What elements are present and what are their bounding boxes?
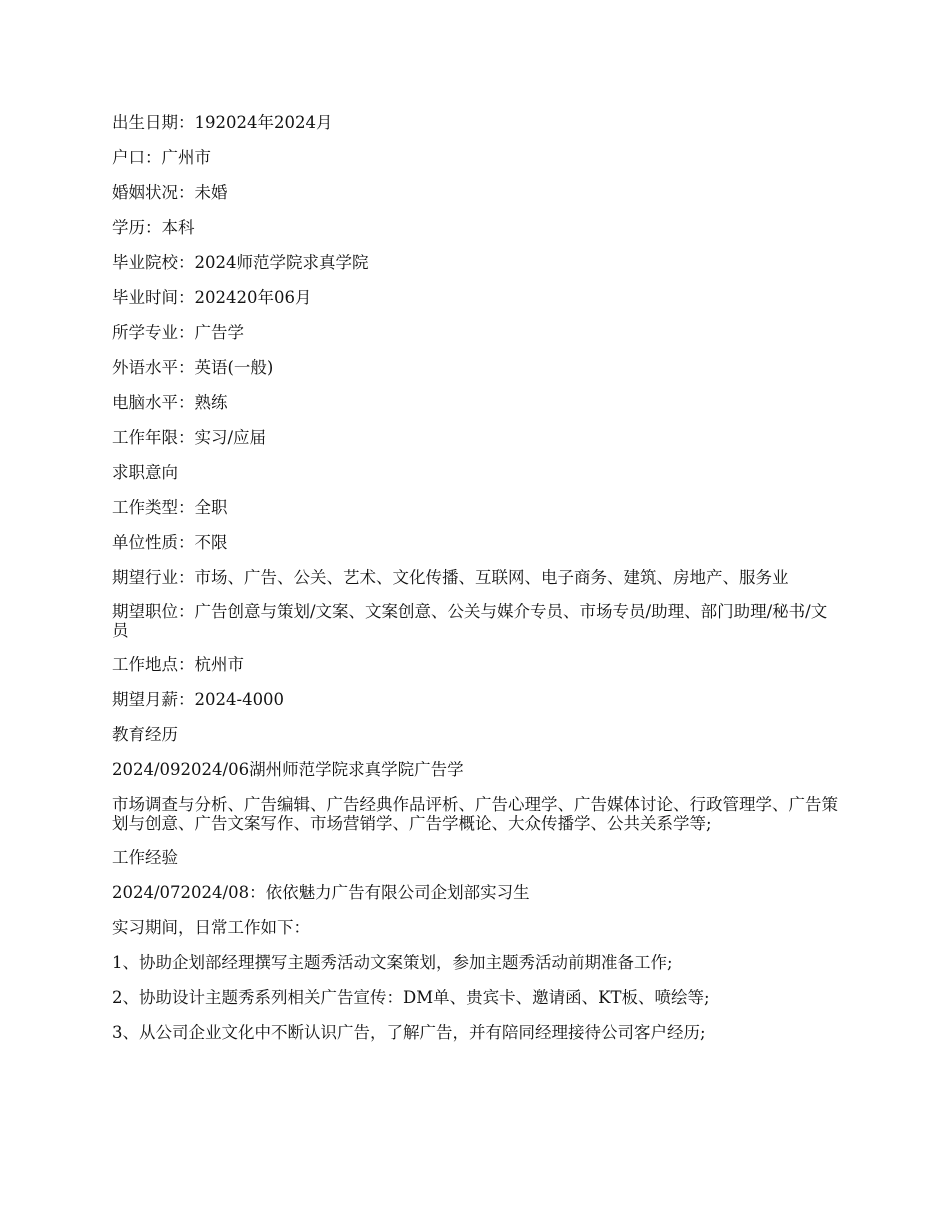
- section-heading-education: 教育经历: [112, 725, 178, 744]
- marital-status: 婚姻状况：未婚: [112, 183, 228, 202]
- expected-position: 期望职位：广告创意与策划/文案、文案创意、公关与媒介专员、市场专员/助理、部门助理/秘书/文员: [112, 602, 828, 640]
- company-nature: 单位性质：不限: [112, 533, 228, 552]
- graduation-time: 毕业时间：202420年06月: [112, 288, 312, 307]
- work-location: 工作地点：杭州市: [112, 655, 244, 674]
- education-entry: 2024/092024/06湖州师范学院求真学院广告学: [112, 760, 464, 779]
- duty-item-2: 2、协助设计主题秀系列相关广告宣传：DM单、贵宾卡、邀请函、KT板、喷绘等;: [112, 988, 710, 1007]
- course-list: 市场调查与分析、广告编辑、广告经典作品评析、广告心理学、广告媒体讨论、行政管理学、广告策划与创意、广告文案写作、市场营销学、广告学概论、大众传播学、公共关系学等;: [112, 795, 838, 833]
- work-years: 工作年限：实习/应届: [112, 428, 267, 447]
- foreign-language: 外语水平：英语(一般): [112, 358, 274, 377]
- birth-date: 出生日期：192024年2024月: [112, 113, 333, 132]
- education-level: 学历：本科: [112, 218, 195, 237]
- duty-item-1: 1、协助企划部经理撰写主题秀活动文案策划，参加主题秀活动前期准备工作;: [112, 953, 673, 972]
- expected-industry: 期望行业：市场、广告、公关、艺术、文化传播、互联网、电子商务、建筑、房地产、服务业: [112, 568, 789, 587]
- resume-document: [112, 113, 842, 1058]
- duty-item-3: 3、从公司企业文化中不断认识广告，了解广告，并有陪同经理接待公司客户经历;: [112, 1023, 706, 1042]
- internship-intro: 实习期间，日常工作如下：: [112, 918, 310, 937]
- expected-salary: 期望月薪：2024-4000: [112, 690, 285, 709]
- job-type: 工作类型：全职: [112, 498, 228, 517]
- work-entry: 2024/072024/08：依依魅力广告有限公司企划部实习生: [112, 883, 530, 902]
- section-heading-work-experience: 工作经验: [112, 848, 178, 867]
- section-heading-job-intention: 求职意向: [112, 463, 178, 482]
- graduate-school: 毕业院校：2024师范学院求真学院: [112, 253, 369, 272]
- computer-skill: 电脑水平：熟练: [112, 393, 228, 412]
- household-registration: 户口：广州市: [112, 148, 211, 167]
- major: 所学专业：广告学: [112, 323, 244, 342]
